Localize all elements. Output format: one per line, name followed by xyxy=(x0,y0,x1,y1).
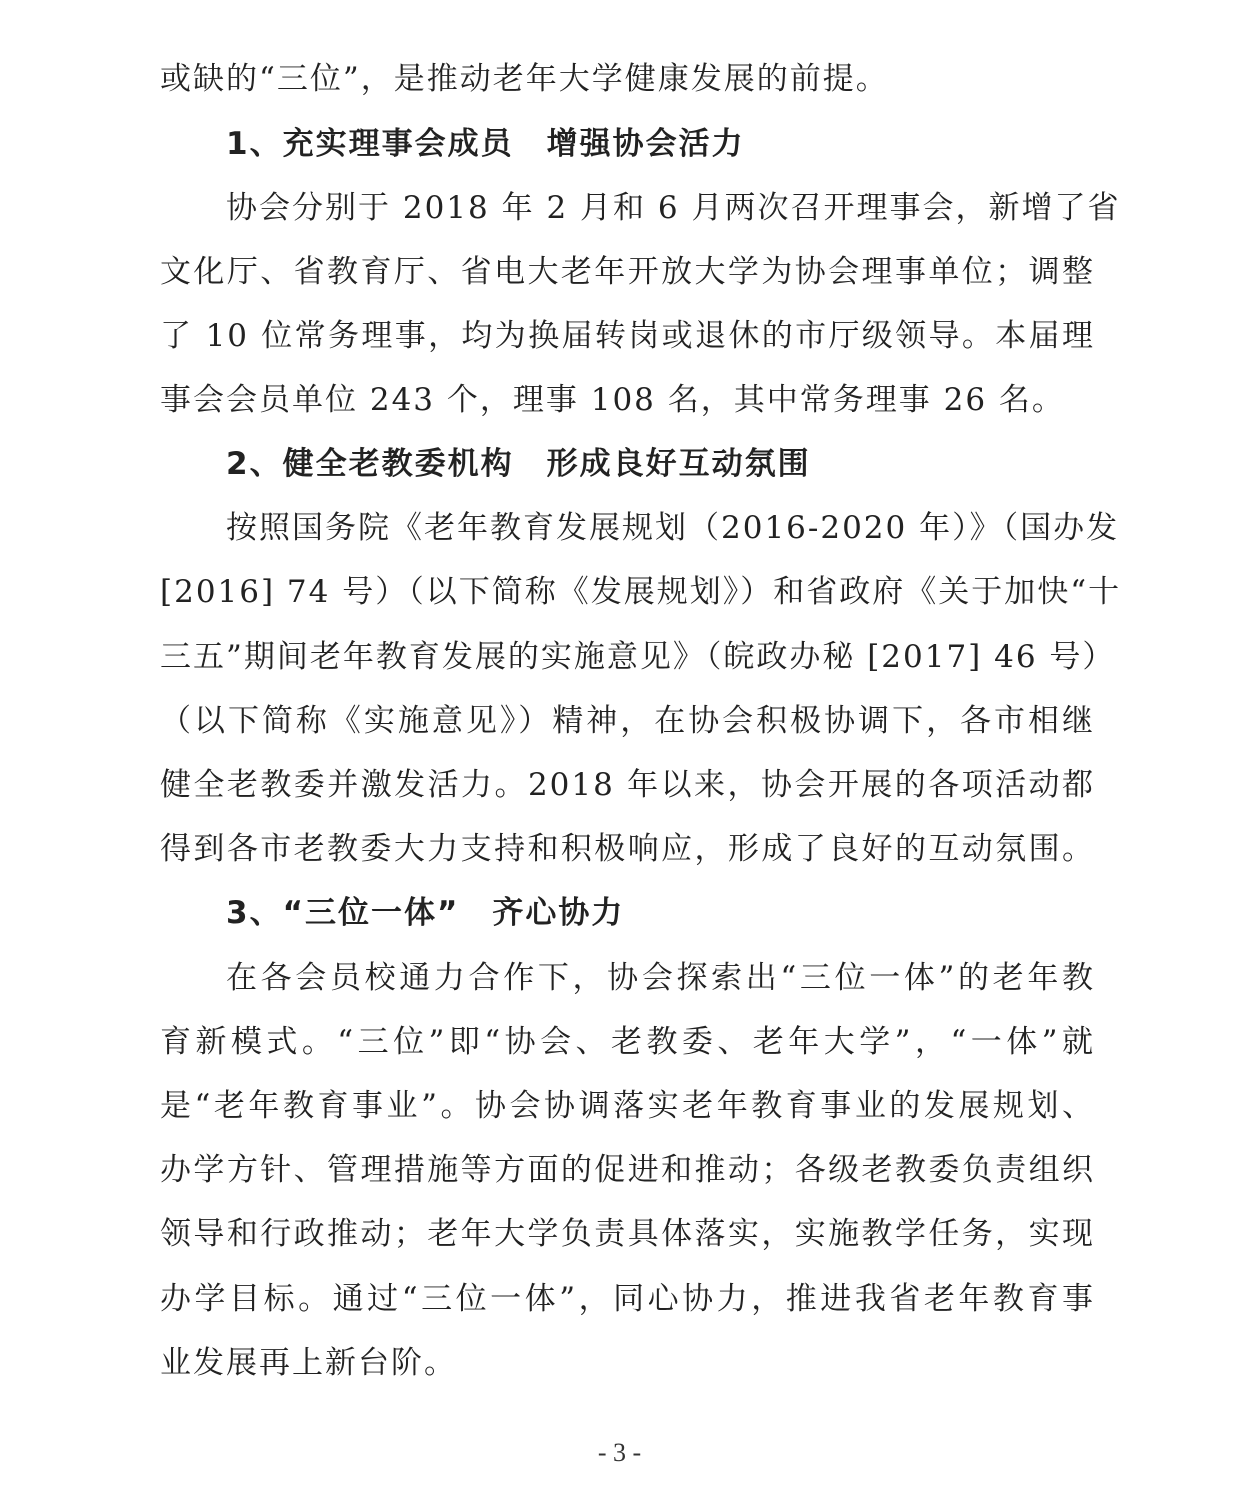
paragraph-line: 业发展再上新台阶。 xyxy=(160,1345,457,1381)
paragraph-line: 了 10 位常务理事，均为换届转岗或退休的市厅级领导。本届理 xyxy=(160,318,1095,354)
paragraph-line: 办学目标。通过“三位一体”，同心协力，推进我省老年教育事 xyxy=(160,1281,1095,1317)
paragraph-line: 是“老年教育事业”。协会协调落实老年教育事业的发展规划、 xyxy=(160,1088,1095,1124)
paragraph-line: 办学方针、管理措施等方面的促进和推动；各级老教委负责组织 xyxy=(160,1152,1095,1188)
paragraph-line: 育新模式。“三位”即“协会、老教委、老年大学”，“一体”就 xyxy=(160,1024,1095,1060)
paragraph-line: [2016] 74 号）（以下简称《发展规划》）和省政府《关于加快“十 xyxy=(160,574,1122,610)
paragraph-line: 协会分别于 2018 年 2 月和 6 月两次召开理事会，新增了省 xyxy=(226,190,1121,226)
paragraph-line: 或缺的“三位”，是推动老年大学健康发展的前提。 xyxy=(160,61,889,97)
section-heading-2: 2、健全老教委机构 形成良好互动氛围 xyxy=(226,446,811,482)
paragraph-line: （以下简称《实施意见》）精神，在协会积极协调下，各市相继 xyxy=(160,703,1095,739)
paragraph-line: 健全老教委并激发活力。2018 年以来，协会开展的各项活动都 xyxy=(160,767,1095,803)
paragraph-line: 按照国务院《老年教育发展规划（2016-2020 年）》（国办发 xyxy=(226,510,1120,546)
paragraph-line: 文化厅、省教育厅、省电大老年开放大学为协会理事单位；调整 xyxy=(160,254,1095,290)
paragraph-line: 三五”期间老年教育发展的实施意见》（皖政办秘 [2017] 46 号） xyxy=(160,639,1116,675)
section-heading-3: 3、“三位一体” 齐心协力 xyxy=(226,895,625,931)
paragraph-line: 在各会员校通力合作下，协会探索出“三位一体”的老年教 xyxy=(226,960,1095,996)
section-heading-1: 1、充实理事会成员 增强协会活力 xyxy=(226,126,745,162)
paragraph-line: 得到各市老教委大力支持和积极响应，形成了良好的互动氛围。 xyxy=(160,831,1095,867)
paragraph-line: 领导和行政推动；老年大学负责具体落实，实施教学任务，实现 xyxy=(160,1216,1095,1252)
paragraph-line: 事会会员单位 243 个，理事 108 名，其中常务理事 26 名。 xyxy=(160,382,1065,418)
page-number: - 3 - xyxy=(597,1438,642,1467)
